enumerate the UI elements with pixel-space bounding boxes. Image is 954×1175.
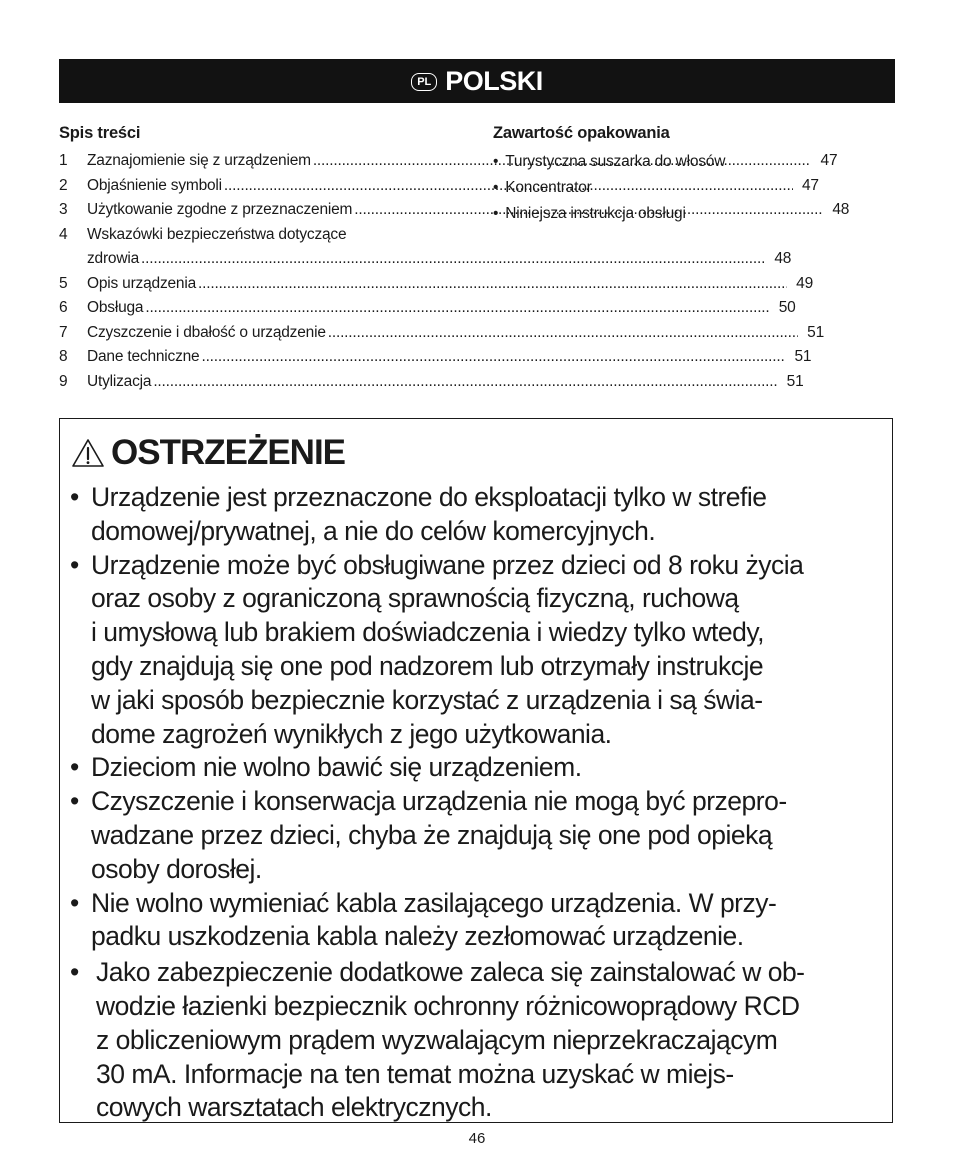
warning-line: • Dzieciom nie wolno bawić się urządzeniem. bbox=[91, 752, 582, 783]
language-title: POLSKI bbox=[445, 65, 543, 96]
toc-item-title: Zaznajomienie się z urządzeniem bbox=[87, 152, 311, 169]
list-item: • Turystyczna suszarka do włosów bbox=[493, 149, 893, 175]
warning-item bbox=[70, 887, 882, 955]
warning-heading bbox=[71, 433, 345, 473]
warning-line: domowej/prywatnej, a nie do celów komercyjnych. bbox=[91, 515, 656, 546]
list-item: • Niniejsza instrukcja obsługi bbox=[493, 201, 893, 227]
toc-leader-dots bbox=[141, 247, 765, 272]
warning-line: gdy znajdują się one pod nadzorem lub otrzymały instrukcje bbox=[91, 650, 764, 681]
toc-item-title: Dane techniczne bbox=[87, 348, 200, 365]
warning-line: • Jako zabezpieczenie dodatkowe zaleca się zainstalować w ob- bbox=[96, 957, 805, 988]
warning-line: w jaki sposób bezpiecznie korzystać z urządzenia i są świa- bbox=[91, 684, 763, 715]
toc-item-page: 48 bbox=[774, 250, 792, 267]
package-contents-list bbox=[493, 149, 893, 227]
toc-item-page: 47 bbox=[820, 152, 838, 169]
toc-item-number: 2 bbox=[59, 176, 68, 194]
warning-line: oraz osoby z ograniczoną sprawnością fizyczną, ruchową bbox=[91, 583, 739, 614]
toc-item-page: 50 bbox=[778, 299, 796, 316]
warning-title: OSTRZEŻENIE bbox=[111, 433, 346, 472]
warning-line: osoby dorosłej. bbox=[91, 853, 262, 884]
toc-item-page: 51 bbox=[786, 372, 804, 390]
page-number: 46 bbox=[468, 1130, 486, 1147]
toc-leader-dots bbox=[198, 272, 787, 297]
warning-line: 30 mA. Informacje na ten temat można uzyskać w miejs- bbox=[96, 1058, 734, 1089]
warning-line: padku uszkodzenia kabla należy zezłomować urządzenie. bbox=[91, 921, 744, 952]
toc-item[interactable] bbox=[59, 345, 812, 370]
toc-item[interactable] bbox=[59, 223, 792, 272]
toc-item[interactable] bbox=[59, 272, 814, 297]
warning-line: • Czyszczenie i konserwacja urządzenia nie mogą być przepro- bbox=[91, 786, 787, 817]
warning-line: i umysłową lub brakiem doświadczenia i wiedzy tylko wtedy, bbox=[91, 617, 765, 648]
toc-heading: Spis treści bbox=[59, 124, 141, 142]
warning-line: wadzane przez dzieci, chyba że znajdują się one pod opieką bbox=[91, 819, 773, 850]
toc-leader-dots bbox=[201, 345, 785, 370]
warning-line: • Urządzenie może być obsługiwane przez dzieci od 8 roku życia bbox=[91, 549, 804, 580]
warning-item bbox=[70, 481, 882, 549]
warning-list bbox=[70, 481, 882, 1125]
warning-item bbox=[70, 549, 882, 752]
toc-item-title: Użytkowanie zgodne z przeznaczeniem bbox=[87, 201, 353, 218]
warning-line: • Nie wolno wymieniać kabla zasilającego urządzenia. W przy- bbox=[91, 887, 777, 918]
toc-item-number: 6 bbox=[59, 299, 68, 316]
warning-line: dome zagrożeń wynikłych z jego użytkowania. bbox=[91, 718, 612, 749]
warning-line: cowych warsztatach elektrycznych. bbox=[96, 1092, 492, 1123]
warning-line: z obliczeniowym prądem wyzwalającym nieprzekraczającym bbox=[96, 1024, 778, 1055]
toc-item-page: 49 bbox=[796, 274, 814, 292]
toc-item-page: 51 bbox=[794, 348, 812, 365]
toc-item-title: Utylizacja bbox=[87, 372, 152, 390]
toc-item-number: 5 bbox=[59, 274, 68, 292]
toc-item[interactable] bbox=[59, 370, 804, 395]
toc-item-title: Objaśnienie symboli bbox=[87, 176, 222, 194]
warning-item bbox=[70, 956, 882, 1125]
toc-item-page: 51 bbox=[807, 323, 824, 341]
toc-item-title: Obsługa bbox=[87, 299, 144, 316]
toc-item-page: 47 bbox=[802, 176, 819, 194]
warning-box bbox=[59, 418, 893, 1123]
toc-leader-dots bbox=[145, 296, 769, 321]
warning-item bbox=[70, 751, 882, 785]
warning-triangle-icon bbox=[71, 438, 105, 468]
warning-line: wodzie łazienki bezpiecznik ochronny różnicowoprądowy RCD bbox=[96, 990, 800, 1021]
toc-item-number: 3 bbox=[59, 201, 68, 218]
toc-item[interactable] bbox=[59, 296, 796, 321]
toc-item-page: 48 bbox=[832, 201, 850, 218]
list-item: • Koncentrator bbox=[493, 175, 893, 201]
package-contents-heading: Zawartość opakowania bbox=[493, 124, 670, 142]
language-code-badge: PL bbox=[411, 73, 437, 91]
toc-leader-dots bbox=[153, 370, 777, 395]
warning-line: • Urządzenie jest przeznaczone do eksploatacji tylko w strefie bbox=[91, 482, 767, 512]
warning-item bbox=[70, 785, 882, 886]
toc-leader-dots bbox=[328, 321, 798, 346]
toc-item-number: 9 bbox=[59, 372, 68, 390]
toc-item-number: 1 bbox=[59, 152, 68, 169]
toc-item-number: 4 bbox=[59, 225, 68, 243]
toc-item-title: zdrowia bbox=[87, 250, 140, 267]
toc-item-title-line1: Wskazówki bezpieczeństwa dotyczące bbox=[87, 225, 347, 243]
toc-item-number: 7 bbox=[59, 323, 68, 341]
package-contents bbox=[493, 124, 893, 227]
toc-item-title: Opis urządzenia bbox=[87, 274, 197, 292]
toc-item-title: Czyszczenie i dbałość o urządzenie bbox=[87, 323, 326, 341]
toc-item[interactable] bbox=[59, 321, 824, 346]
language-header bbox=[59, 59, 895, 103]
toc-item-number: 8 bbox=[59, 348, 68, 365]
